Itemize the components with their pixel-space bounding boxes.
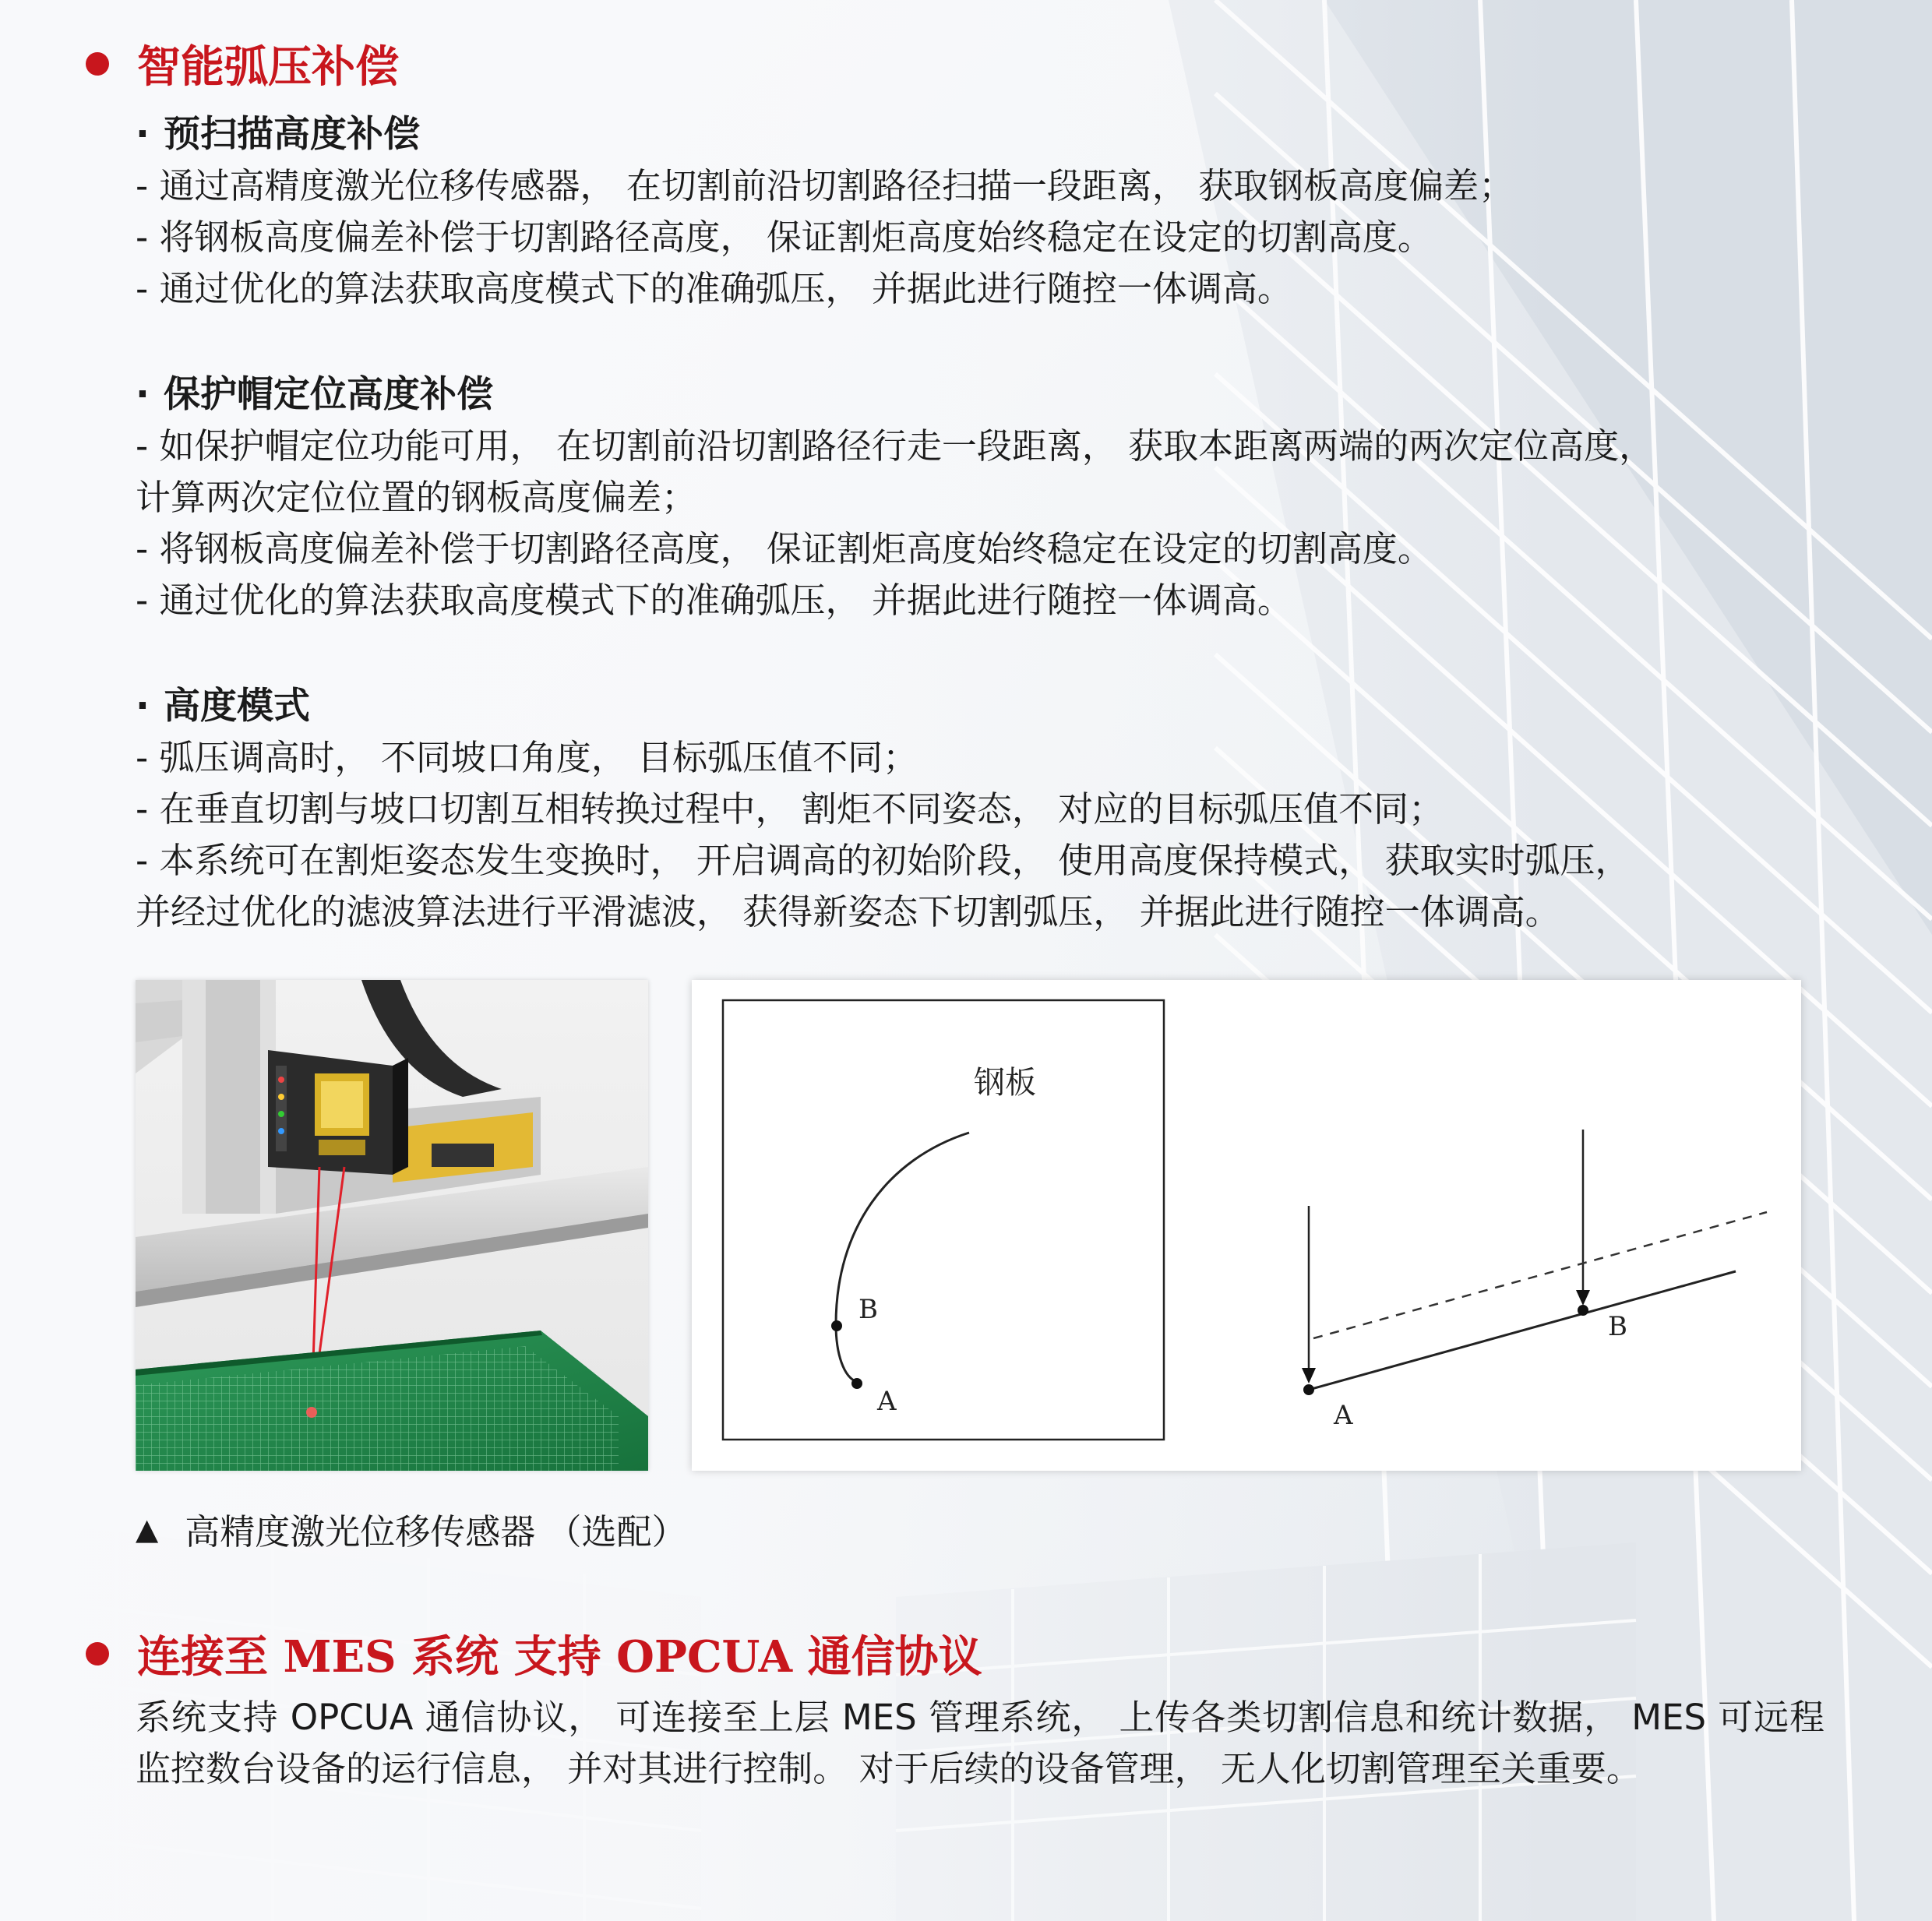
- point-a-label: A: [877, 1386, 897, 1417]
- mes-paragraph: 系统支持 OPCUA 通信协议， 可连接至上层 MES 管理系统， 上传各类切割信息和统计数据， MES 可远程监控数台设备的运行信息， 并对其进行控制。 对于后续的设备管理， 无人化切割管理至关重要。: [136, 1697, 1824, 1789]
- cut-path-arc: [836, 1133, 969, 1382]
- sub-heading: · 预扫描高度补偿: [136, 113, 420, 156]
- section-heading-mes: [86, 1623, 982, 1685]
- arrow-a-head: [1302, 1368, 1316, 1383]
- figure-caption: [136, 1503, 687, 1554]
- arrow-b-head: [1576, 1290, 1590, 1306]
- reference-height-line: [1313, 1212, 1767, 1338]
- sub-heading: · 保护帽定位高度补偿: [136, 373, 493, 416]
- plate-surface-line: [1309, 1271, 1736, 1390]
- triangle-marker-icon: ▲: [136, 1511, 159, 1546]
- section-title: 智能弧压补偿: [137, 41, 399, 93]
- text-line: 并经过优化的滤波算法进行平滑滤波， 获得新姿态下切割弧压， 并据此进行随控一体调高。: [136, 891, 1560, 932]
- text-line: - 如保护帽定位功能可用， 在切割前沿切割路径行走一段距离， 获取本距离两端的两次定位高度，: [136, 425, 1655, 467]
- sub-heading: · 高度模式: [136, 685, 310, 728]
- caption-text: 高精度激光位移传感器 （选配）: [185, 1511, 687, 1553]
- group-cap-positioning: [136, 369, 1834, 626]
- point-b-label: B: [858, 1294, 878, 1325]
- text-line: - 将钢板高度偏差补偿于切割路径高度， 保证割炬高度始终稳定在设定的切割高度。: [136, 528, 1433, 569]
- point-b-dot: [831, 1320, 842, 1331]
- group-height-mode: [136, 681, 1834, 938]
- section-title: 连接至 MES 系统 支持 OPCUA 通信协议: [137, 1631, 982, 1683]
- point-a-label-right: A: [1334, 1400, 1353, 1431]
- plate-frame: [723, 1000, 1164, 1440]
- red-bullet-icon: [86, 52, 109, 76]
- laser-sensor-photo: [136, 980, 648, 1471]
- height-compensation-diagram: [692, 980, 1801, 1471]
- section-heading-arc-voltage: [86, 33, 399, 95]
- text-line: - 在垂直切割与坡口切割互相转换过程中， 割炬不同姿态， 对应的目标弧压值不同；: [136, 788, 1444, 830]
- text-line: - 将钢板高度偏差补偿于切割路径高度， 保证割炬高度始终稳定在设定的切割高度。: [136, 217, 1433, 258]
- point-a-dot: [851, 1378, 862, 1389]
- point-b-label-right: B: [1608, 1311, 1627, 1342]
- text-line: - 通过优化的算法获取高度模式下的准确弧压， 并据此进行随控一体调高。: [136, 268, 1292, 309]
- point-b-dot-right: [1578, 1305, 1588, 1316]
- red-bullet-icon: [86, 1642, 109, 1665]
- text-line: 计算两次定位位置的钢板高度偏差；: [136, 477, 697, 518]
- text-line: - 弧压调高时， 不同坡口角度， 目标弧压值不同；: [136, 737, 918, 778]
- group-prescan: [136, 109, 1834, 315]
- text-line: - 通过优化的算法获取高度模式下的准确弧压， 并据此进行随控一体调高。: [136, 580, 1292, 621]
- plate-label: 钢板: [974, 1065, 1036, 1101]
- text-line: - 通过高精度激光位移传感器， 在切割前沿切割路径扫描一段距离， 获取钢板高度偏差；: [136, 165, 1514, 206]
- point-a-dot-right: [1303, 1384, 1314, 1395]
- text-line: - 本系统可在割炬姿态发生变换时， 开启调高的初始阶段， 使用高度保持模式， 获取实时弧压，: [136, 840, 1631, 881]
